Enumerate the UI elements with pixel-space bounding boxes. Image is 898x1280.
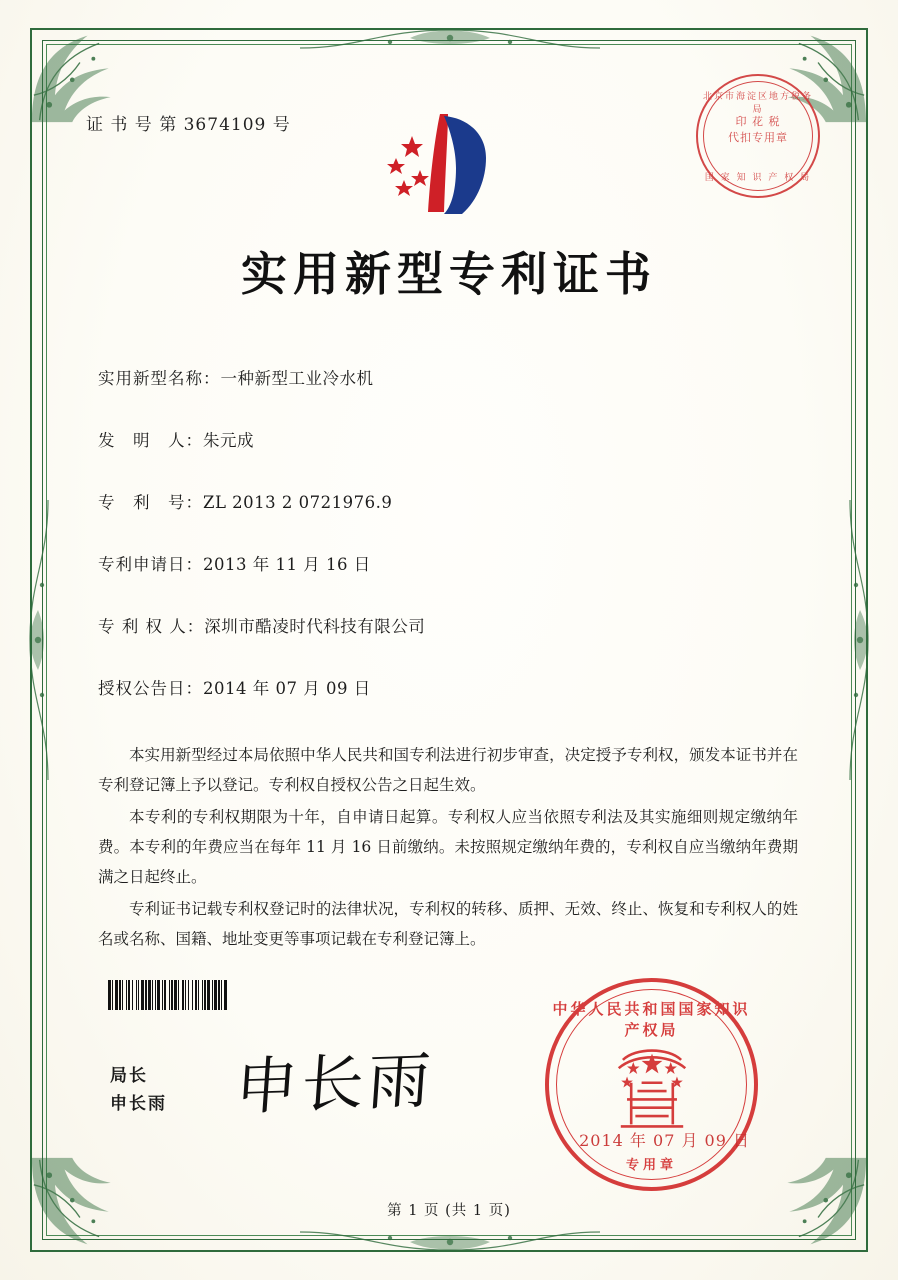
national-seal-arc-top: 中华人民共和国国家知识产权局	[552, 1000, 751, 1039]
national-seal-arc-bottom: 专用章	[625, 1158, 677, 1173]
signature-label	[110, 1062, 167, 1118]
field-row-inventor	[98, 430, 798, 452]
barcode-bar	[227, 980, 228, 1010]
signature-name: 申长雨	[110, 1094, 167, 1114]
field-value: 朱元成	[203, 431, 254, 450]
edge-ornament-icon	[300, 1228, 600, 1254]
field-label: 专 利 权 人：	[98, 617, 205, 636]
certificate-number: 证 书 号 第 3674109 号	[86, 115, 291, 135]
field-row-patentee	[98, 616, 798, 638]
edge-ornament-icon	[846, 500, 872, 780]
field-row-application-date	[98, 554, 798, 576]
page-title: 实用新型专利证书	[241, 247, 657, 301]
tax-seal-center-text	[698, 114, 818, 146]
tax-seal-line1: 印 花 税	[735, 115, 781, 128]
page-footer: 第 1 页 (共 1 页)	[387, 1203, 511, 1219]
edge-ornament-icon	[300, 26, 600, 52]
field-value: 2013 年 11 月 16 日	[203, 555, 371, 574]
certificate-fields	[98, 368, 798, 740]
field-value: ZL 2013 2 0721976.9	[203, 493, 393, 512]
field-label: 发 明 人：	[98, 431, 203, 450]
field-value: 一种新型工业冷水机	[220, 369, 374, 388]
field-label: 实用新型名称：	[98, 369, 221, 388]
field-label: 专 利 号：	[98, 493, 203, 512]
legal-text-block	[98, 740, 798, 956]
paragraph: 专利证书记载专利权登记时的法律状况，专利权的转移、质押、无效、终止、恢复和专利权人的姓名或名称、国籍、地址变更等事项记载在专利登记簿上。	[98, 900, 798, 948]
national-office-seal	[545, 978, 758, 1191]
sipo-logo-icon	[382, 108, 510, 218]
tax-seal-arc-bottom: 国 家 知 识 产 权 局	[704, 173, 812, 183]
field-row-utility-model-name	[98, 368, 798, 390]
tax-stamp-seal	[696, 74, 820, 198]
barcode	[108, 980, 358, 1010]
paragraph: 本专利的专利权期限为十年，自申请日起算。专利权人应当依照专利法及其实施细则规定缴纳年费。本专利的年费应当在每年 11 月 16 日前缴纳。未按照规定缴纳年费的，专利权自应当缴纳年费期满之日起终止。	[98, 808, 798, 886]
field-value: 深圳市酷凌时代科技有限公司	[204, 617, 426, 636]
tax-seal-line2: 代扣专用章	[728, 131, 788, 144]
signature-role: 局长	[110, 1066, 148, 1086]
field-label: 专利申请日：	[98, 555, 203, 574]
field-value: 2014 年 07 月 09 日	[203, 679, 371, 698]
seal-date: 2014 年 07 月 09 日	[579, 1131, 750, 1150]
field-row-grant-date	[98, 678, 798, 700]
paragraph: 本实用新型经过本局依照中华人民共和国专利法进行初步审查，决定授予专利权，颁发本证书并在专利登记簿上予以登记。专利权自授权公告之日起生效。	[98, 746, 798, 794]
edge-ornament-icon	[26, 500, 52, 780]
national-emblem-icon	[600, 1037, 704, 1141]
tax-seal-arc-top: 北京市海淀区地方税务局	[702, 92, 813, 115]
handwritten-signature: 申长雨	[232, 1043, 437, 1124]
field-label: 授权公告日：	[98, 679, 203, 698]
field-row-patent-number	[98, 492, 798, 514]
